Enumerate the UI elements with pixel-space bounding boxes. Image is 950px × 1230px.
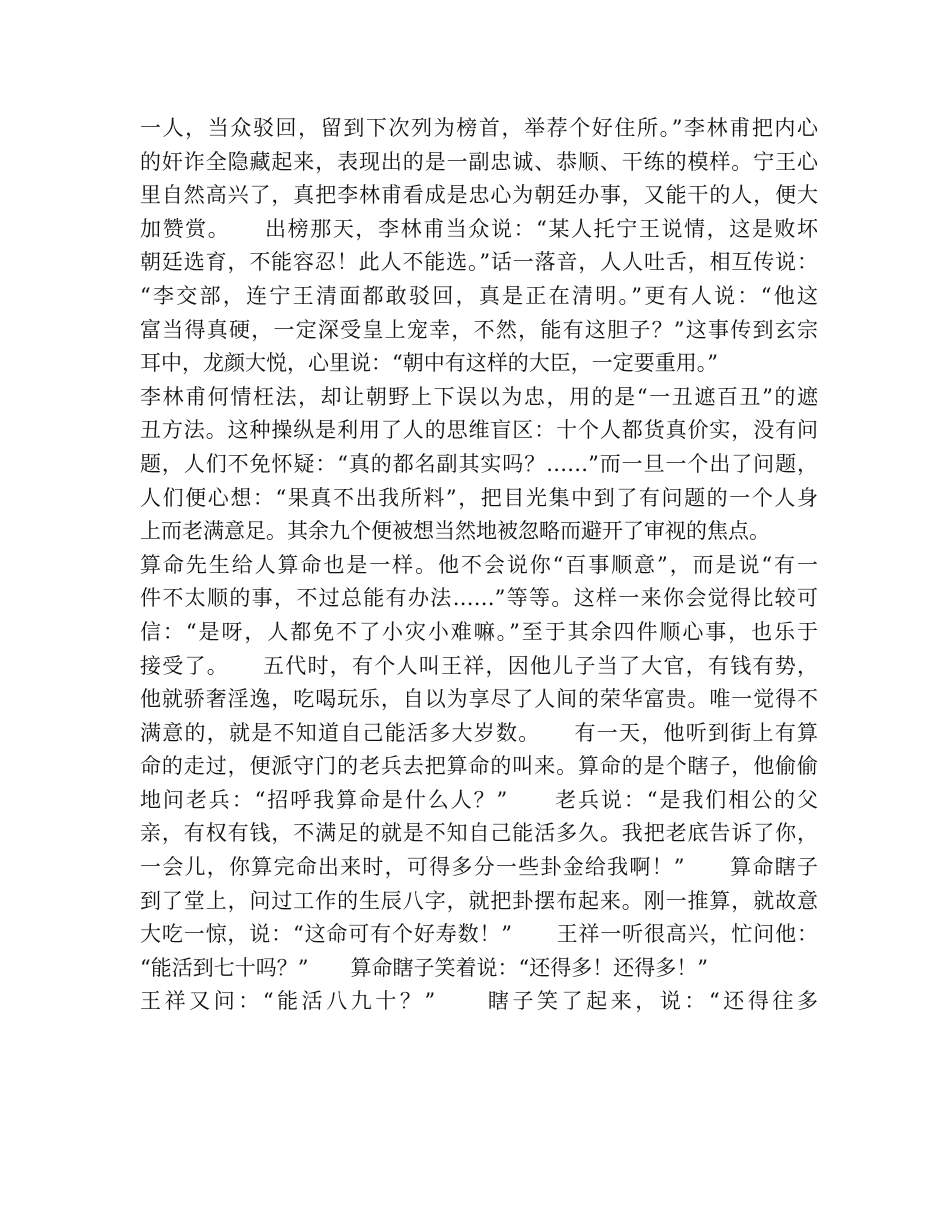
text-line: 地问老兵：“招呼我算命是什么人？” 老兵说：“是我们相公的父 (140, 787, 818, 812)
text-line: 一会儿，你算完命出来时，可得多分一些卦金给我啊！” 算命瞎子 (140, 855, 818, 880)
text-line: 加赞赏。 出榜那天，李林甫当众说：“某人托宁王说情，这是败坏 (140, 216, 818, 241)
text-line: 算命先生给人算命也是一样。他不会说你“百事顺意”，而是说“有一 (140, 552, 818, 577)
text-line: 王祥又问：“能活八九十？” 瞎子笑了起来，说：“还得往多 (140, 989, 818, 1014)
text-line: 题，人们不免怀疑：“真的都名副其实吗？……”而一旦一个出了问题， (140, 451, 818, 476)
text-line: 他就骄奢淫逸，吃喝玩乐，自以为享尽了人间的荣华富贵。唯一觉得不 (140, 687, 818, 712)
text-line: 丑方法。这种操纵是利用了人的思维盲区：十个人都货真价实，没有问 (140, 418, 818, 443)
text-line: 信：“是呀，人都免不了小灾小难嘛。”至于其余四件顺心事，也乐于 (140, 619, 818, 644)
text-line: “能活到七十吗？” 算命瞎子笑着说：“还得多！还得多！” (140, 955, 708, 980)
text-line: 亲，有权有钱，不满足的就是不知自己能活多久。我把老底告诉了你， (140, 821, 818, 846)
text-line: 一人，当众驳回，留到下次列为榜首，举荐个好住所。”李林甫把内心 (140, 116, 818, 140)
text-line: “李交部，连宁王清面都敢驳回，真是正在清明。”更有人说：“他这 (140, 283, 818, 308)
text-line: 的奸诈全隐藏起来，表现出的是一副忠诚、恭顺、干练的模样。宁王心 (140, 149, 818, 174)
body-text (140, 112, 818, 1019)
text-line: 耳中，龙颜大悦，心里说：“朝中有这样的大臣，一定要重用。” (140, 351, 718, 376)
text-line: 大吃一惊，说：“这命可有个好寿数！” 王祥一听很高兴，忙问他： (140, 922, 818, 947)
text-line: 满意的，就是不知道自己能活多大岁数。 有一天，他听到街上有算 (140, 720, 818, 745)
text-line: 李林甫何情枉法，却让朝野上下误以为忠，用的是“一丑遮百丑”的遮 (140, 384, 818, 409)
text-line: 到了堂上，问过工作的生辰八字，就把卦摆布起来。刚一推算，就故意 (140, 888, 818, 913)
text-line: 里自然高兴了，真把李林甫看成是忠心为朝廷办事，又能干的人，便大 (140, 183, 818, 208)
text-line: 朝廷选育，不能容忍！此人不能选。”话一落音，人人吐舌，相互传说： (140, 250, 818, 275)
text-line: 接受了。 五代时，有个人叫王祥，因他儿子当了大官，有钱有势， (140, 653, 818, 678)
text-line: 件不太顺的事，不过总能有办法……”等等。这样一来你会觉得比较可 (140, 586, 818, 611)
text-line: 富当得真硬，一定深受皇上宠幸，不然，能有这胆子？”这事传到玄宗 (140, 317, 818, 342)
text-line: 人们便心想：“果真不出我所料”，把目光集中到了有问题的一个人身 (140, 485, 818, 510)
text-line: 命的走过，便派守门的老兵去把算命的叫来。算命的是个瞎子，他偷偷 (140, 754, 818, 779)
text-line: 上而老满意足。其余九个便被想当然地被忽略而避开了审视的焦点。 (140, 519, 770, 544)
